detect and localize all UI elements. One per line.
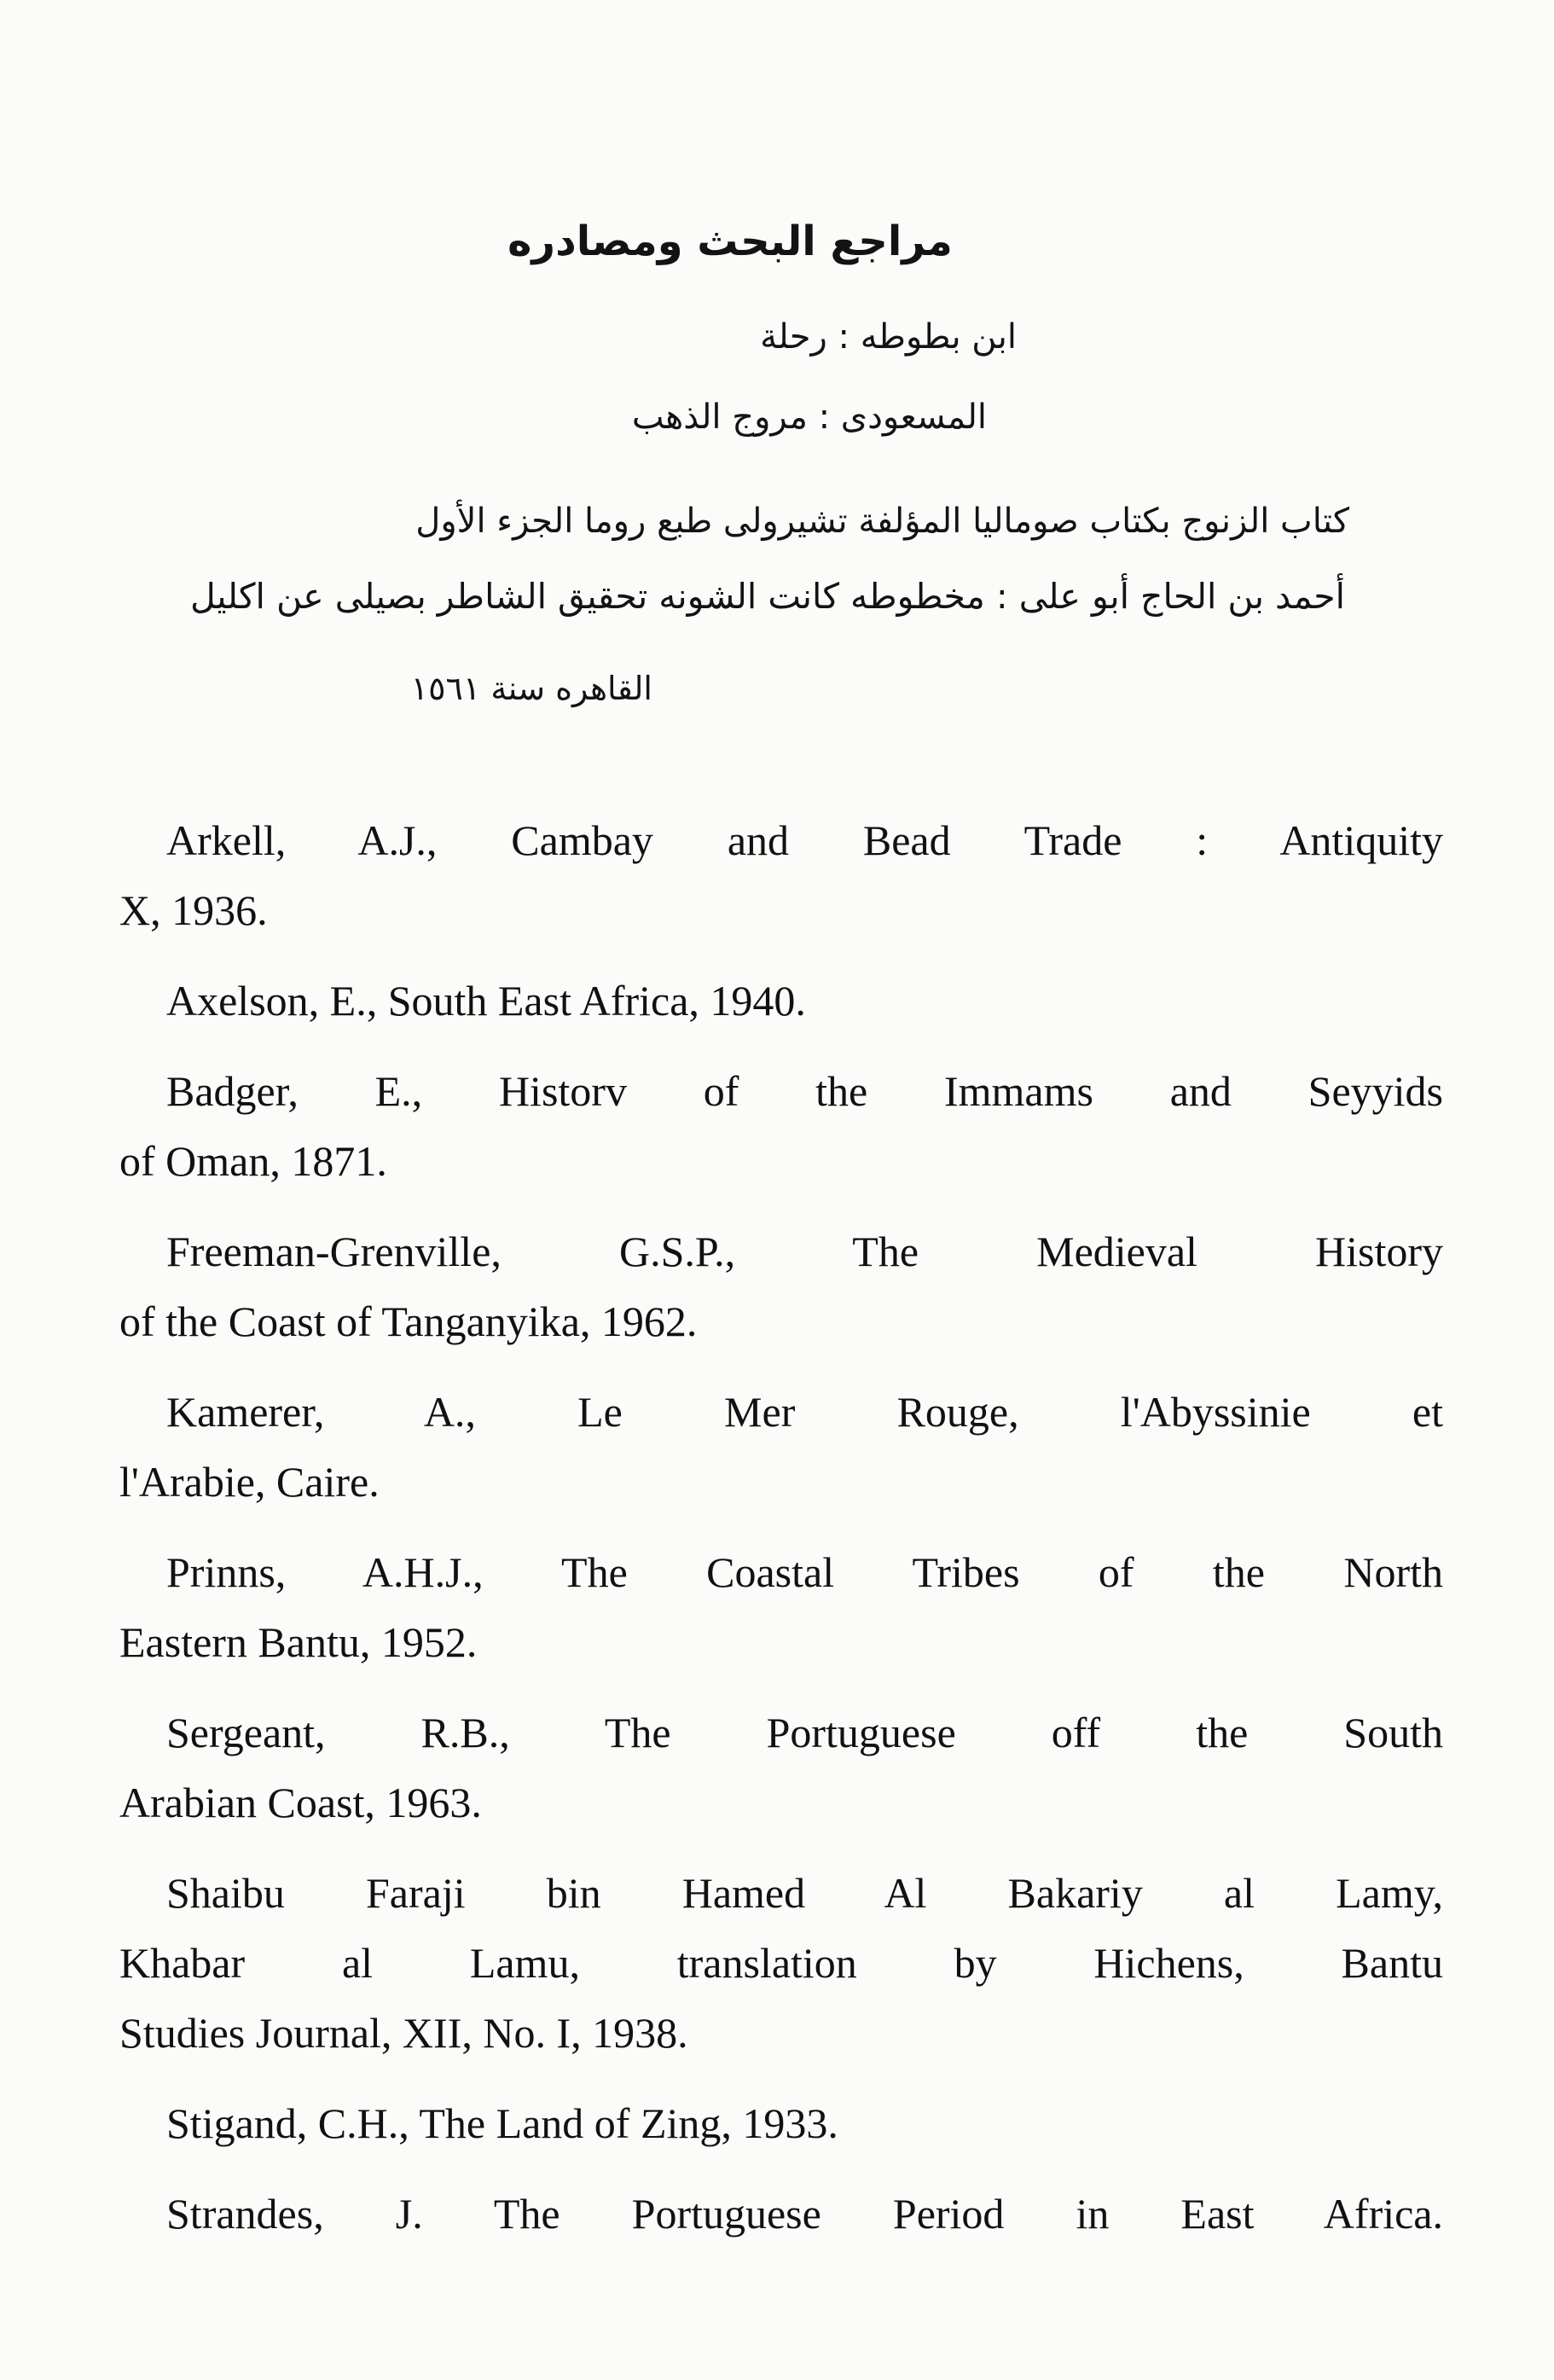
bibliography-entry bbox=[119, 2088, 1443, 2158]
bib-line: of the Coast of Tanganyika, 1962. bbox=[119, 1297, 698, 1345]
bib-line: Strandes, J. The Portuguese Period in East Africa. bbox=[166, 2189, 1443, 2238]
references-title: مراجع البحث ومصادره bbox=[507, 218, 953, 265]
bib-line: Arabian Coast, 1963. bbox=[119, 1778, 482, 1826]
bibliography-entry bbox=[119, 1216, 1443, 1356]
bibliography-entry bbox=[119, 966, 1443, 1036]
bib-line: Khabar al Lamu, translation by Hichens, Bantu bbox=[119, 1938, 1443, 1987]
arabic-reference-line: القاهره سنة ١٥٦١ bbox=[410, 669, 652, 707]
bibliography-entry bbox=[119, 1698, 1443, 1837]
bib-line: Shaibu Faraji bin Hamed Al Bakariy al Lamy, bbox=[166, 1868, 1443, 1917]
bib-line: Eastern Bantu, 1952. bbox=[119, 1617, 478, 1666]
bib-line: Freeman-Grenville, G.S.P., The Medieval History bbox=[166, 1227, 1443, 1275]
bib-line: of Oman, 1871. bbox=[119, 1136, 387, 1185]
bibliography-entry bbox=[119, 1537, 1443, 1677]
bib-line: Kamerer, A., Le Mer Rouge, l'Abyssinie et bbox=[166, 1387, 1443, 1436]
bib-line: Studies Journal, XII, No. I, 1938. bbox=[119, 2008, 688, 2057]
bibliography-entry bbox=[119, 1377, 1443, 1517]
bib-line: l'Arabie, Caire. bbox=[119, 1457, 380, 1506]
bibliography-entry bbox=[119, 805, 1443, 945]
arabic-section bbox=[0, 213, 1554, 711]
bib-line: Prinns, A.H.J., The Coastal Tribes of the North bbox=[166, 1547, 1443, 1596]
arabic-reference-line: ابن بطوطه : رحلة bbox=[760, 317, 1017, 357]
bibliography-entry bbox=[119, 1056, 1443, 1196]
bibliography-entry bbox=[119, 2179, 1443, 2249]
bib-line: Arkell, A.J., Cambay and Bead Trade : Antiquity bbox=[166, 816, 1443, 864]
bibliography-section bbox=[0, 805, 1554, 2249]
bib-line: Sergeant, R.B., The Portuguese off the South bbox=[166, 1708, 1443, 1756]
bib-line: Badger, E., Historv of the Immams and Seyyids bbox=[166, 1066, 1443, 1115]
bib-line: X, 1936. bbox=[119, 885, 268, 934]
bibliography-entry bbox=[119, 1858, 1443, 2068]
bib-line: Stigand, C.H., The Land of Zing, 1933. bbox=[166, 2098, 838, 2147]
arabic-reference-line: كتاب الزنوج بكتاب صوماليا المؤلفة تشيرولى طبع روما الجزء الأول bbox=[415, 502, 1349, 542]
arabic-reference-line: أحمد بن الحاج أبو على : مخطوطه كانت الشونه تحقيق الشاطر بصيلى عن اكليل bbox=[190, 576, 1345, 618]
bib-line: Axelson, E., South East Africa, 1940. bbox=[166, 976, 806, 1025]
arabic-reference-line: المسعودى : مروج الذهب bbox=[631, 398, 987, 438]
